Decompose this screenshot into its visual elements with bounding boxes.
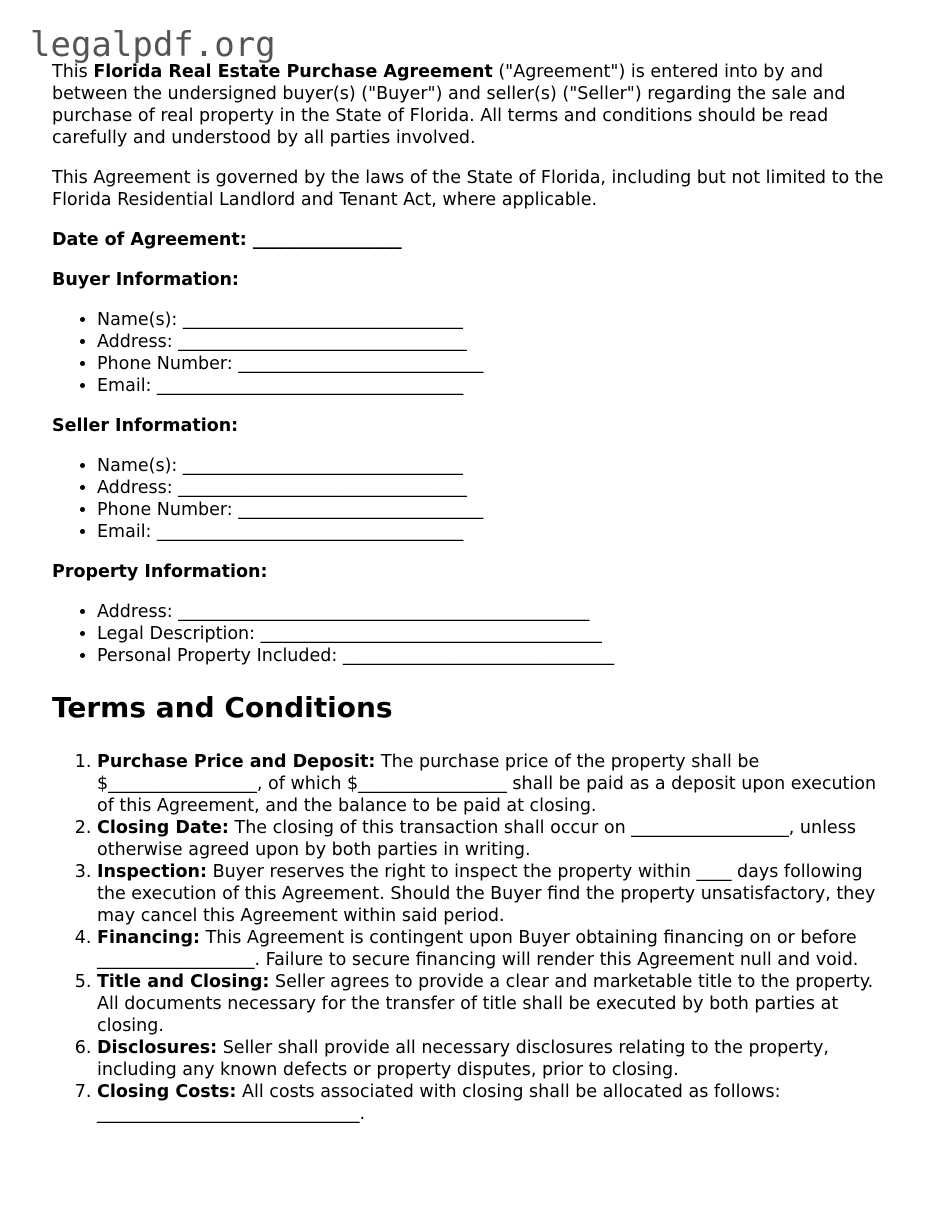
seller-phone-field: • Phone Number: ____________________________ [97,499,892,521]
term-item [97,861,892,927]
term-text: The closing of this transaction shall occur on __________________, unless otherwise agreed upon by both parties in writing. [97,818,856,860]
term-title: Disclosures: [97,1038,218,1058]
term-title: Financing: [97,928,201,948]
term-title: Closing Date: [97,818,229,838]
term-item [97,971,892,1037]
term-item [97,1081,892,1125]
terms-heading: Terms and Conditions [52,691,393,724]
terms-list [52,751,892,1125]
term-item [97,751,892,817]
property-address-field: • Address: _______________________________________________ [97,601,892,623]
seller-email-field: • Email: ___________________________________ [97,521,892,543]
term-item [97,1037,892,1081]
seller-name-field: • Name(s): ________________________________ [97,455,892,477]
intro-text: This [52,62,94,82]
property-personal-property-field: • Personal Property Included: _______________________________ [97,645,892,667]
date-of-agreement: Date of Agreement: _________________ [52,230,402,250]
seller-address-field: • Address: _________________________________ [97,477,892,499]
watermark-logo: legalpdf.org [30,25,276,65]
buyer-list [52,309,892,397]
buyer-phone-field: • Phone Number: ____________________________ [97,353,892,375]
buyer-name-field: • Name(s): ________________________________ [97,309,892,331]
term-item [97,817,892,861]
buyer-heading: Buyer Information: [52,270,239,290]
term-title: Title and Closing: [97,972,270,992]
governing-law-paragraph: This Agreement is governed by the laws of the State of Florida, including but not limited to the Florida Residential Landlord and Tenant Act, where applicable. [52,168,884,210]
intro-text-rest: ("Agreement") is entered into by and between the undersigned buyer(s) ("Buyer") and seller(s) ("Seller") regarding the sale and purchase of real property in the State of Florida. All terms and conditions should be read carefully and understood by all parties involved. [52,62,846,148]
term-text: Buyer reserves the right to inspect the property within ____ days following the execution of this Agreement. Should the Buyer find the property unsatisfactory, they may cancel this Agreement within said period. [97,862,876,926]
intro-paragraph [52,61,892,149]
buyer-email-field: • Email: ___________________________________ [97,375,892,397]
property-heading: Property Information: [52,562,268,582]
buyer-address-field: • Address: _________________________________ [97,331,892,353]
term-item [97,927,892,971]
term-title: Closing Costs: [97,1082,237,1102]
seller-list [52,455,892,543]
term-text: The purchase price of the property shall be $_________________, of which $_________________ shall be paid as a deposit upon execution of this Agreement, and the balance to be paid at closing. [97,752,877,816]
term-text: All costs associated with closing shall be allocated as follows: ______________________________. [97,1082,781,1124]
term-title: Inspection: [97,862,207,882]
term-text: Seller agrees to provide a clear and marketable title to the property. All documents necessary for the transfer of title shall be executed by both parties at closing. [97,972,874,1036]
property-list [52,601,892,667]
property-legal-description-field: • Legal Description: _______________________________________ [97,623,892,645]
term-text: Seller shall provide all necessary disclosures relating to the property, including any known defects or property disputes, prior to closing. [97,1038,829,1080]
term-text: This Agreement is contingent upon Buyer obtaining financing on or before __________________. Failure to secure financing will render this Agreement null and void. [97,928,859,970]
seller-heading: Seller Information: [52,416,239,436]
agreement-title: Florida Real Estate Purchase Agreement [93,62,493,82]
term-title: Purchase Price and Deposit: [97,752,376,772]
document-body [52,61,892,1125]
